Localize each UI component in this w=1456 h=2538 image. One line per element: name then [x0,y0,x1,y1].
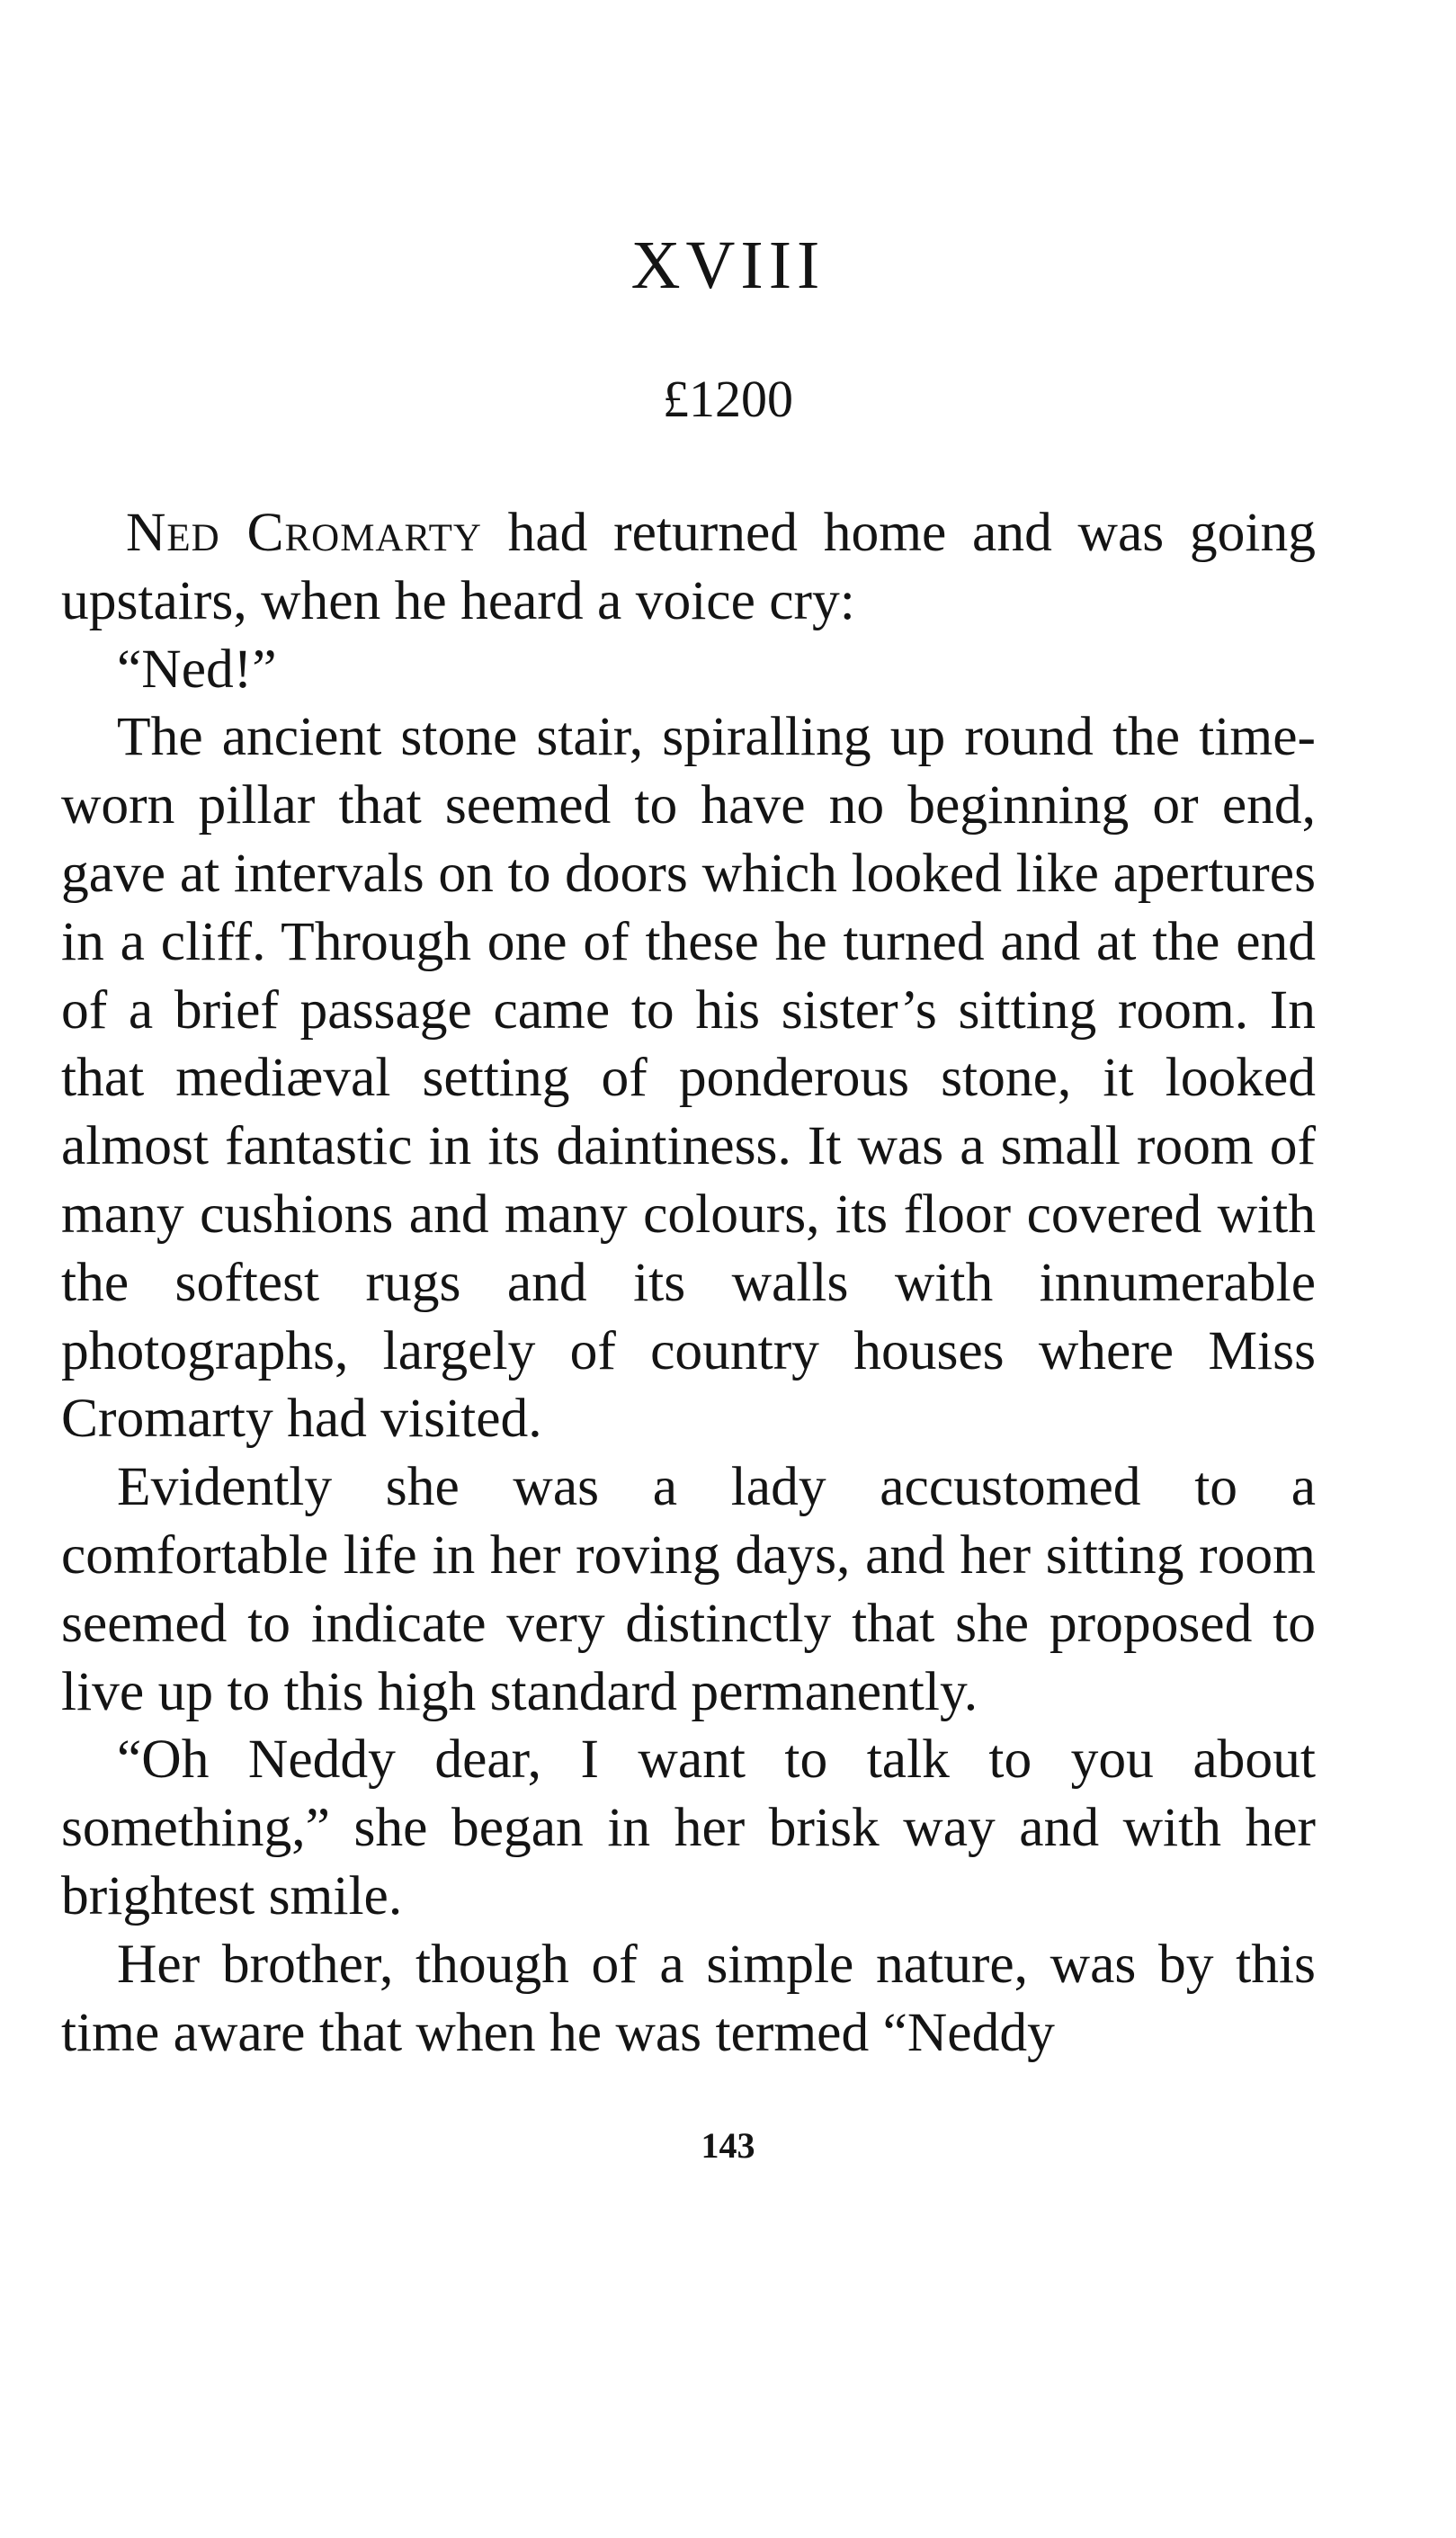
paragraph-5: “Oh Neddy dear, I want to talk to you about something,” she began in her brisk way and with her brightest smile. [61,1729,1316,1926]
page-number: 143 [701,2125,755,2166]
body-text [61,499,1316,2067]
paragraph-2: “Ned!” [117,638,277,700]
chapter-title: £1200 [663,370,793,428]
paragraph-4: Evidently she was a lady accustomed to a comfortable life in her roving days, and her sitting room seemed to indicate very distinctly that she proposed to live up to this high standard permanently. [61,1456,1316,1722]
paragraph-6: Her brother, though of a simple nature, was by this time aware that when he was termed “Neddy [61,1933,1316,2063]
opening-name-smallcaps: Ned Cromarty [126,502,482,563]
paragraph-3: The ancient stone stair, spiralling up round the time-worn pillar that seemed to have no beginning or end, gave at intervals on to doors which looked like apertures in a cliff. Through one of these he turned and at the end of a brief passage came to his sister’s sitting room. In that mediæval setting of ponderous stone, it looked almost fantastic in its daintiness. It was a small room of many cushions and many colours, its floor covered with the softest rugs and its walls with innumerable photographs, largely of country houses where Miss Cromarty had visited. [61,706,1316,1450]
paragraph-1-text: had returned home and was going upstairs, when he heard a voice cry: [61,502,1316,631]
paragraph-1 [61,499,1316,636]
chapter-number: XVIII [630,228,826,303]
